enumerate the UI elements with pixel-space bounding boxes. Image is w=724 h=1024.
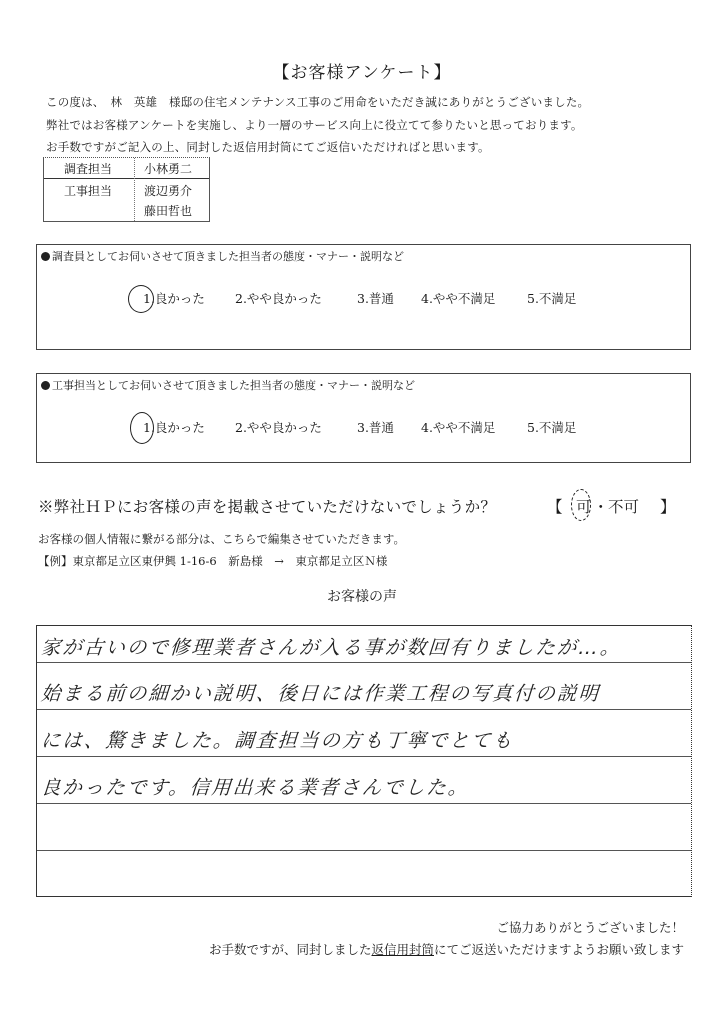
thanks-message: ご協力ありがとうございました！ [496, 920, 684, 935]
staff-name-survey: 小林勇二 [144, 162, 193, 176]
q2-option-1[interactable]: 1.良かった [143, 420, 205, 435]
return-suffix: にてご返送いただけますようお願い致します [433, 942, 684, 957]
q2-option-4[interactable]: 4.やや不満足 [421, 420, 496, 435]
staff-name-construction-1: 渡辺勇介 [144, 184, 193, 198]
q1-option-5[interactable]: 5.不満足 [527, 291, 577, 306]
question-1-text-row [41, 248, 404, 264]
bullet-icon [41, 381, 50, 390]
comment-text-1: 家が古いので修理業者さんが入る事が数回有りましたが…。 [40, 636, 623, 659]
consent-no-option[interactable]: 不可 [608, 498, 640, 516]
staff-name-construction-2: 藤田哲也 [144, 204, 193, 218]
comment-line-4 [37, 756, 691, 804]
privacy-note: お客様の個人情報に繋がる部分は、こちらで編集させていただきます。 [38, 532, 405, 546]
intro-line-1: この度は、 林 英雄 様邸の住宅メンテナンス工事のご用命をいただき誠にありがとうございました。 [46, 95, 590, 109]
q1-option-2[interactable]: 2.やや良かった [235, 291, 322, 306]
q2-selected-circle-mark [130, 412, 154, 444]
bracket-close: 】 [660, 498, 676, 516]
question-1-text: 調査員としてお伺いさせて頂きました担当者の態度・マナー・説明など [52, 250, 404, 263]
comment-line-6 [37, 850, 691, 895]
consent-yes-option[interactable]: 可 [576, 498, 592, 516]
comment-line-3 [37, 709, 691, 757]
return-prefix: お手数ですが、同封しました [208, 942, 372, 957]
return-envelope-underlined: 返信用封筒 [371, 942, 434, 957]
q2-option-3[interactable]: 3.普通 [357, 420, 394, 435]
intro-line-3: お手数ですがご記入の上、同封した返信用封筒にてご返信いただければと思います。 [46, 140, 490, 154]
survey-question-1 [36, 244, 691, 350]
consent-separator: ・ [593, 498, 609, 516]
comment-line-5 [37, 803, 691, 851]
bullet-icon [41, 252, 50, 261]
q2-option-2[interactable]: 2.やや良かった [235, 420, 322, 435]
consent-yes-circle-mark [571, 489, 591, 521]
q1-option-3[interactable]: 3.普通 [357, 291, 394, 306]
q1-option-4[interactable]: 4.やや不満足 [421, 291, 496, 306]
q1-option-1[interactable]: 1.良かった [143, 291, 205, 306]
comment-line-1 [37, 626, 691, 663]
hp-consent-options [0, 495, 724, 517]
intro-line-2: 弊社ではお客様アンケートを実施し、より一層のサービス向上に役立てて参りたいと思っております。 [46, 118, 583, 132]
survey-question-2 [36, 373, 691, 463]
privacy-example: 【例】東京都足立区東伊興 1-16-6 新島様 → 東京都足立区Ｎ様 [38, 554, 388, 568]
voice-title: お客様の声 [327, 589, 397, 605]
q1-selected-circle-mark [128, 285, 154, 313]
comment-text-4: 良かったです。信用出来る業者さんでした。 [40, 776, 471, 799]
comment-text-2: 始まる前の細かい説明、後日には作業工程の写真付の説明 [40, 682, 601, 705]
staff-role-construction: 工事担当 [64, 184, 113, 198]
comment-box[interactable] [36, 625, 692, 897]
staff-role-survey: 調査担当 [64, 162, 113, 176]
question-2-text-row [41, 377, 415, 393]
comment-line-2 [37, 662, 691, 710]
question-2-text: 工事担当としてお伺いさせて頂きました担当者の態度・マナー・説明など [52, 379, 415, 392]
staff-table-divider [134, 158, 135, 221]
bracket-open: 【 [547, 498, 563, 516]
hp-consent-question: ※弊社ＨＰにお客様の声を掲載させていただけないでしょうか？ [38, 498, 497, 516]
return-instructions [209, 940, 684, 958]
comment-text-3: には、驚きました。調査担当の方も丁寧でとても [40, 729, 515, 752]
survey-title: 【お客様アンケート】 [272, 63, 452, 83]
q2-option-5[interactable]: 5.不満足 [527, 420, 577, 435]
staff-table [43, 157, 210, 222]
